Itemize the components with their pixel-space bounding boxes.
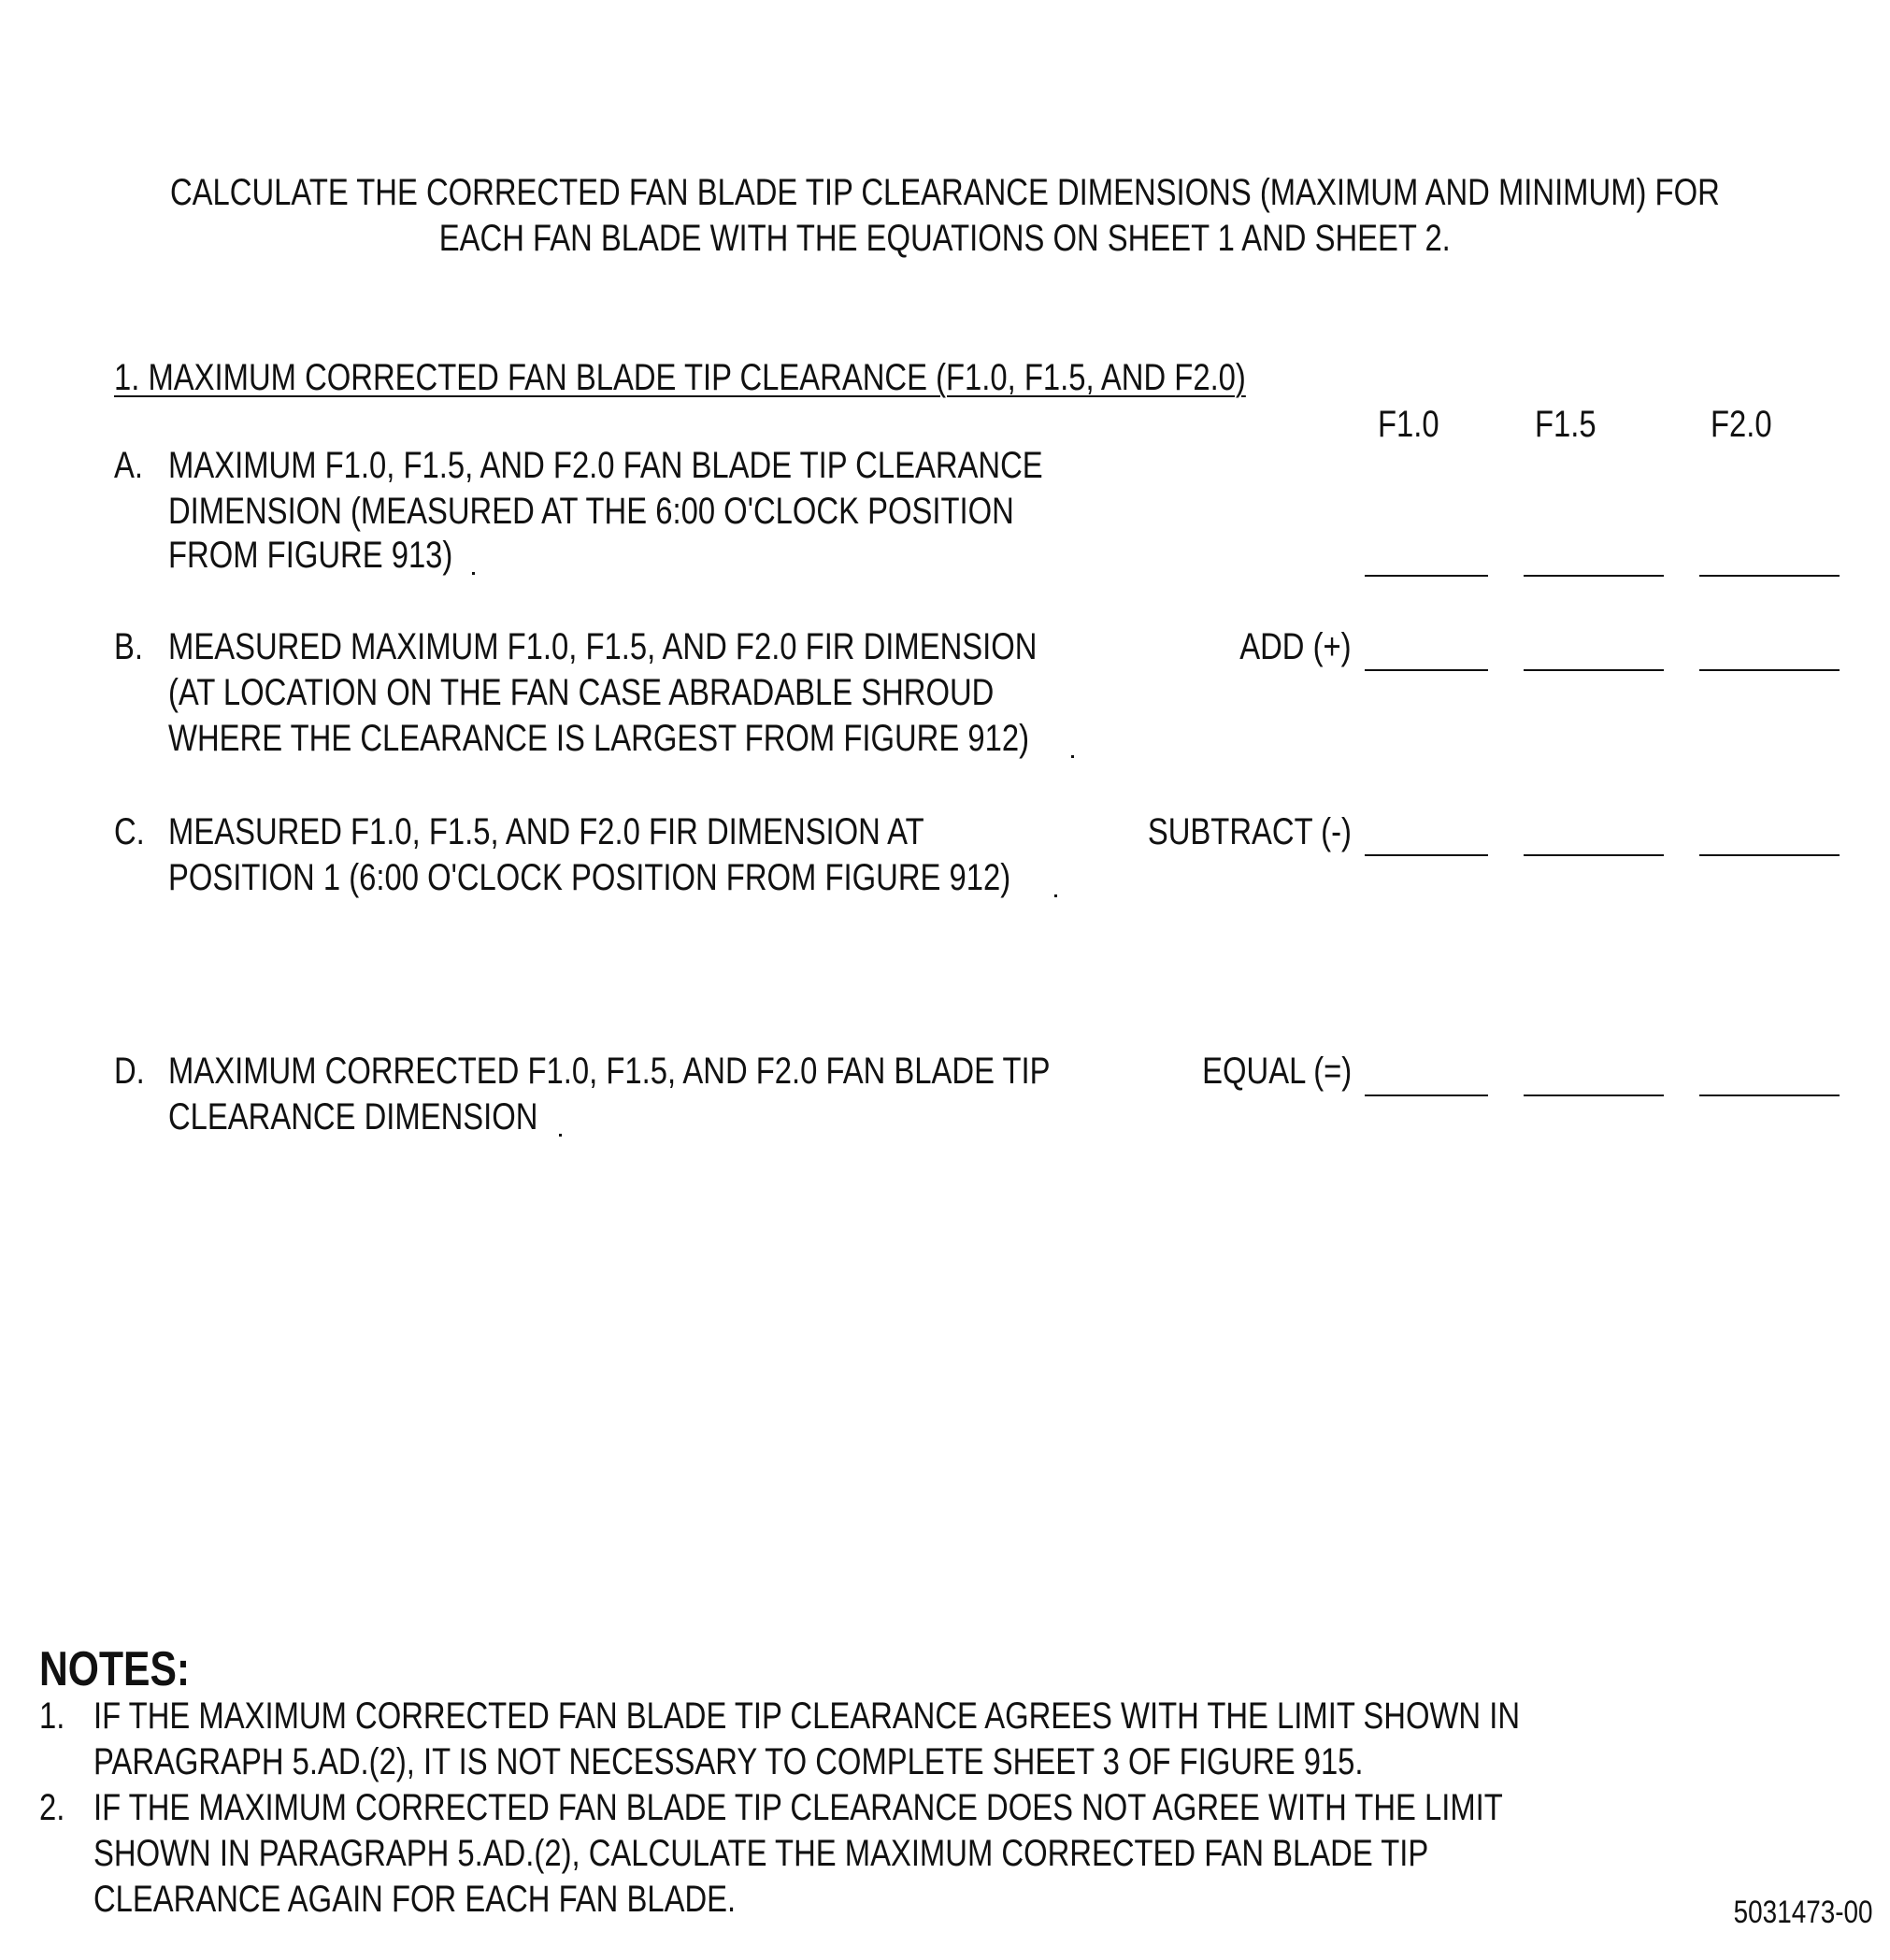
- step-a-period: [472, 572, 475, 575]
- section-heading: 1. MAXIMUM CORRECTED FAN BLADE TIP CLEARANCE (F1.0, F1.5, AND F2.0): [114, 357, 1246, 398]
- step-d-line-2: CLEARANCE DIMENSION: [168, 1096, 538, 1137]
- step-b-line-2: (AT LOCATION ON THE FAN CASE ABRADABLE SHROUD: [168, 672, 995, 713]
- step-c-operator: SUBTRACT (-): [1147, 811, 1352, 852]
- step-d-f1-0-blank[interactable]: [1365, 1094, 1488, 1096]
- step-d-f1-5-blank[interactable]: [1524, 1094, 1664, 1096]
- column-header-f1-0: F1.0: [1378, 404, 1439, 445]
- figure-id: 5031473-00: [1734, 1895, 1873, 1930]
- step-a-line-3: FROM FIGURE 913): [168, 535, 453, 576]
- note-1-line-1: IF THE MAXIMUM CORRECTED FAN BLADE TIP CLEARANCE AGREES WITH THE LIMIT SHOWN IN: [93, 1695, 1521, 1737]
- step-c-line-2: POSITION 1 (6:00 O'CLOCK POSITION FROM FIGURE 912): [168, 857, 1011, 898]
- note-1-number: 1.: [39, 1695, 65, 1737]
- step-b-f2-0-blank[interactable]: [1699, 669, 1840, 671]
- step-d-line-1: MAXIMUM CORRECTED F1.0, F1.5, AND F2.0 FAN BLADE TIP: [168, 1051, 1051, 1092]
- step-d-operator: EQUAL (=): [1201, 1051, 1352, 1092]
- step-c-f1-5-blank[interactable]: [1524, 854, 1664, 856]
- step-d-letter: D.: [114, 1051, 145, 1092]
- intro-line-2: EACH FAN BLADE WITH THE EQUATIONS ON SHEET 1 AND SHEET 2.: [438, 218, 1452, 259]
- note-2-line-3: CLEARANCE AGAIN FOR EACH FAN BLADE.: [93, 1879, 737, 1920]
- step-a-line-2: DIMENSION (MEASURED AT THE 6:00 O'CLOCK POSITION: [168, 491, 1014, 532]
- step-b-line-3: WHERE THE CLEARANCE IS LARGEST FROM FIGURE 912): [168, 718, 1030, 759]
- step-a-f1-5-blank[interactable]: [1524, 575, 1664, 577]
- column-header-f2-0: F2.0: [1711, 404, 1772, 445]
- note-2-number: 2.: [39, 1787, 65, 1828]
- step-d-f2-0-blank[interactable]: [1699, 1094, 1840, 1096]
- step-c-period: [1054, 894, 1057, 897]
- step-b-f1-0-blank[interactable]: [1365, 669, 1488, 671]
- step-a-f1-0-blank[interactable]: [1365, 575, 1488, 577]
- step-c-letter: C.: [114, 811, 145, 852]
- notes-title: NOTES:: [39, 1642, 191, 1696]
- step-c-f2-0-blank[interactable]: [1699, 854, 1840, 856]
- step-b-line-1: MEASURED MAXIMUM F1.0, F1.5, AND F2.0 FIR DIMENSION: [168, 626, 1038, 667]
- step-b-f1-5-blank[interactable]: [1524, 669, 1664, 671]
- step-c-f1-0-blank[interactable]: [1365, 854, 1488, 856]
- step-a-f2-0-blank[interactable]: [1699, 575, 1840, 577]
- step-c-line-1: MEASURED F1.0, F1.5, AND F2.0 FIR DIMENSION AT: [168, 811, 924, 852]
- note-2-line-2: SHOWN IN PARAGRAPH 5.AD.(2), CALCULATE THE MAXIMUM CORRECTED FAN BLADE TIP: [93, 1833, 1429, 1874]
- intro-line-1: CALCULATE THE CORRECTED FAN BLADE TIP CLEARANCE DIMENSIONS (MAXIMUM AND MINIMUM) FOR: [170, 172, 1720, 213]
- step-a-letter: A.: [114, 445, 143, 486]
- step-d-period: [559, 1134, 562, 1137]
- note-2-line-1: IF THE MAXIMUM CORRECTED FAN BLADE TIP CLEARANCE DOES NOT AGREE WITH THE LIMIT: [93, 1787, 1503, 1828]
- step-b-operator: ADD (+): [1239, 626, 1352, 667]
- note-1-line-2: PARAGRAPH 5.AD.(2), IT IS NOT NECESSARY TO COMPLETE SHEET 3 OF FIGURE 915.: [93, 1741, 1364, 1782]
- step-a-line-1: MAXIMUM F1.0, F1.5, AND F2.0 FAN BLADE TIP CLEARANCE: [168, 445, 1043, 486]
- column-header-f1-5: F1.5: [1535, 404, 1596, 445]
- step-b-letter: B.: [114, 626, 143, 667]
- step-b-period: [1071, 755, 1074, 758]
